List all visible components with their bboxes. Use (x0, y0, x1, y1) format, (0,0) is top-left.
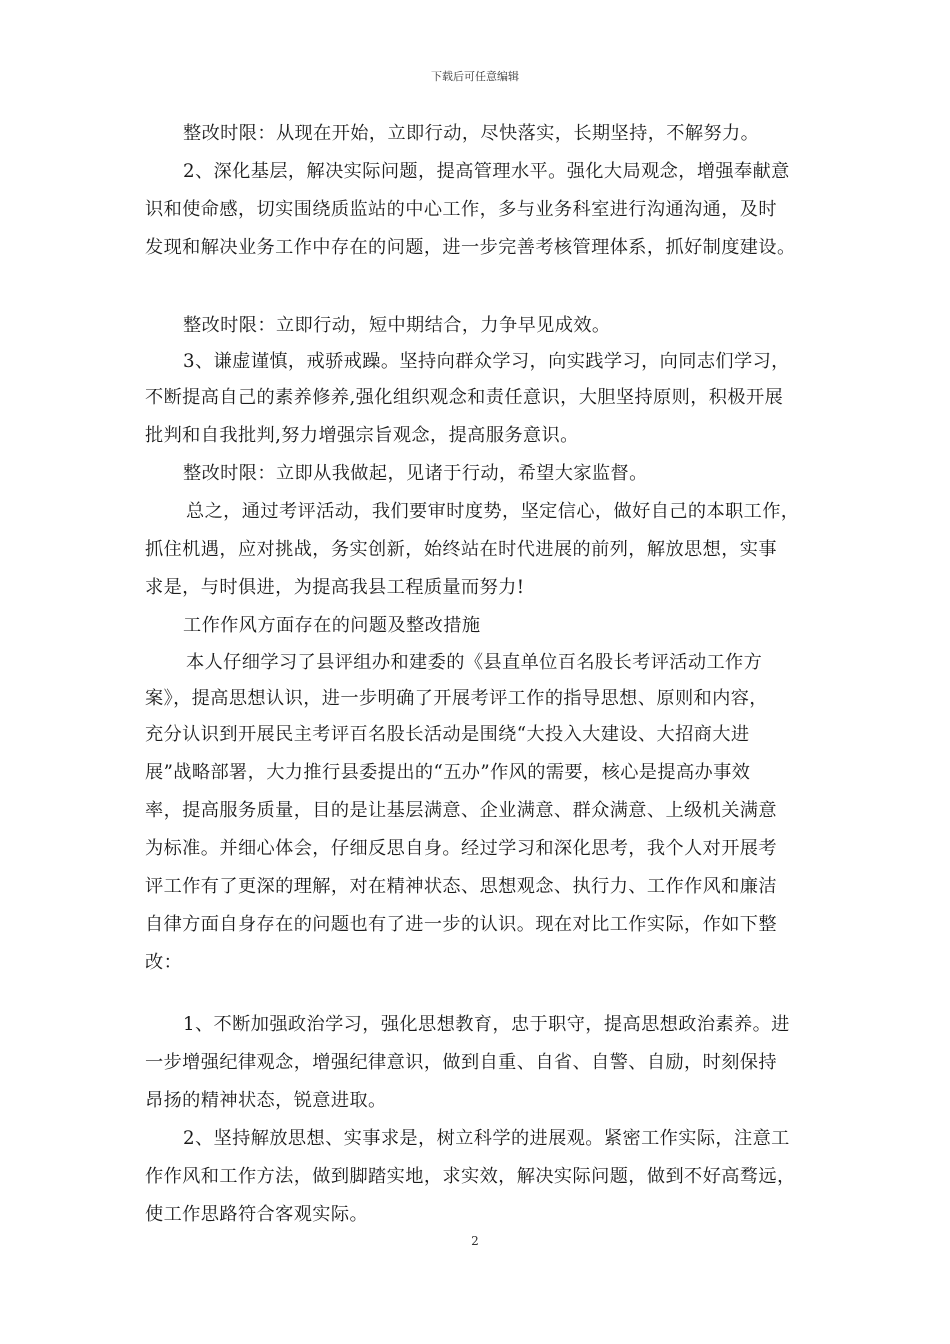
text-line: 为标准。并细心体会，仔细反思自身。经过学习和深化思考，我个人对开展考 (145, 838, 777, 859)
text-line: 整改时限：立即从我做起，见诸于行动，希望大家监督。 (183, 463, 648, 484)
text-line: 改： (145, 952, 183, 973)
text-line: 自律方面自身存在的问题也有了进一步的认识。现在对比工作实际，作如下整 (145, 914, 777, 935)
text-line: 作作风和工作方法，做到脚踏实地，求实效，解决实际问题，做到不好高骛远， (145, 1166, 796, 1187)
text-line: 1、不断加强政治学习，强化思想教育，忠于职守，提高思想政治素养。进 (183, 1014, 790, 1035)
text-line: 发现和解决业务工作中存在的问题，进一步完善考核管理体系，抓好制度建设。 (145, 237, 796, 258)
text-line: 批判和自我批判,努力增强宗旨观念，提高服务意识。 (145, 425, 579, 446)
text-line: 识和使命感，切实围绕质监站的中心工作，多与业务科室进行沟通沟通，及时 (145, 199, 777, 220)
text-line: 率，提高服务质量，目的是让基层满意、企业满意、群众满意、上级机关满意 (145, 800, 777, 821)
text-line: 整改时限：立即行动，短中期结合，力争早见成效。 (183, 315, 611, 336)
text-line: 案》，提高思想认识，进一步明确了开展考评工作的指导思想、原则和内容， (145, 688, 768, 709)
text-line: 3、谦虚谨慎，戒骄戒躁。坚持向群众学习，向实践学习，向同志们学习， (183, 351, 790, 372)
text-line: 充分认识到开展民主考评百名股长活动是围绕“大投入大建设、大招商大进 (145, 724, 750, 745)
text-line: 使工作思路符合客观实际。 (145, 1204, 369, 1225)
text-line: 2、坚持解放思想、实事求是，树立科学的进展观。紧密工作实际，注意工 (183, 1128, 790, 1149)
text-line: 总之，通过考评活动，我们要审时度势，坚定信心，做好自己的本职工作， (186, 501, 800, 522)
section-heading: 工作作风方面存在的问题及整改措施 (183, 615, 481, 636)
text-line: 抓住机遇，应对挑战，务实创新，始终站在时代进展的前列，解放思想，实事 (145, 539, 777, 560)
text-line: 2、深化基层，解决实际问题，提高管理水平。强化大局观念，增强奉献意 (183, 161, 790, 182)
text-line: 本人仔细学习了县评组办和建委的《县直单位百名股长考评活动工作方 (186, 652, 763, 673)
page-header: 下载后可任意编辑 (431, 70, 519, 83)
page-number: 2 (471, 1234, 479, 1248)
text-line: 昂扬的精神状态，锐意进取。 (145, 1090, 387, 1111)
text-line: 展”战略部署，大力推行县委提出的“五办”作风的需要，核心是提高办事效 (145, 762, 751, 783)
text-line: 评工作有了更深的理解，对在精神状态、思想观念、执行力、工作作风和廉洁 (145, 876, 777, 897)
text-line: 一步增强纪律观念，增强纪律意识，做到自重、自省、自警、自励，时刻保持 (145, 1052, 777, 1073)
text-line: 整改时限：从现在开始，立即行动，尽快落实，长期坚持，不解努力。 (183, 123, 760, 144)
text-line: 求是，与时俱进，为提高我县工程质量而努力! (145, 577, 525, 598)
text-line: 不断提高自己的素养修养,强化组织观念和责任意识，大胆坚持原则，积极开展 (145, 387, 784, 408)
